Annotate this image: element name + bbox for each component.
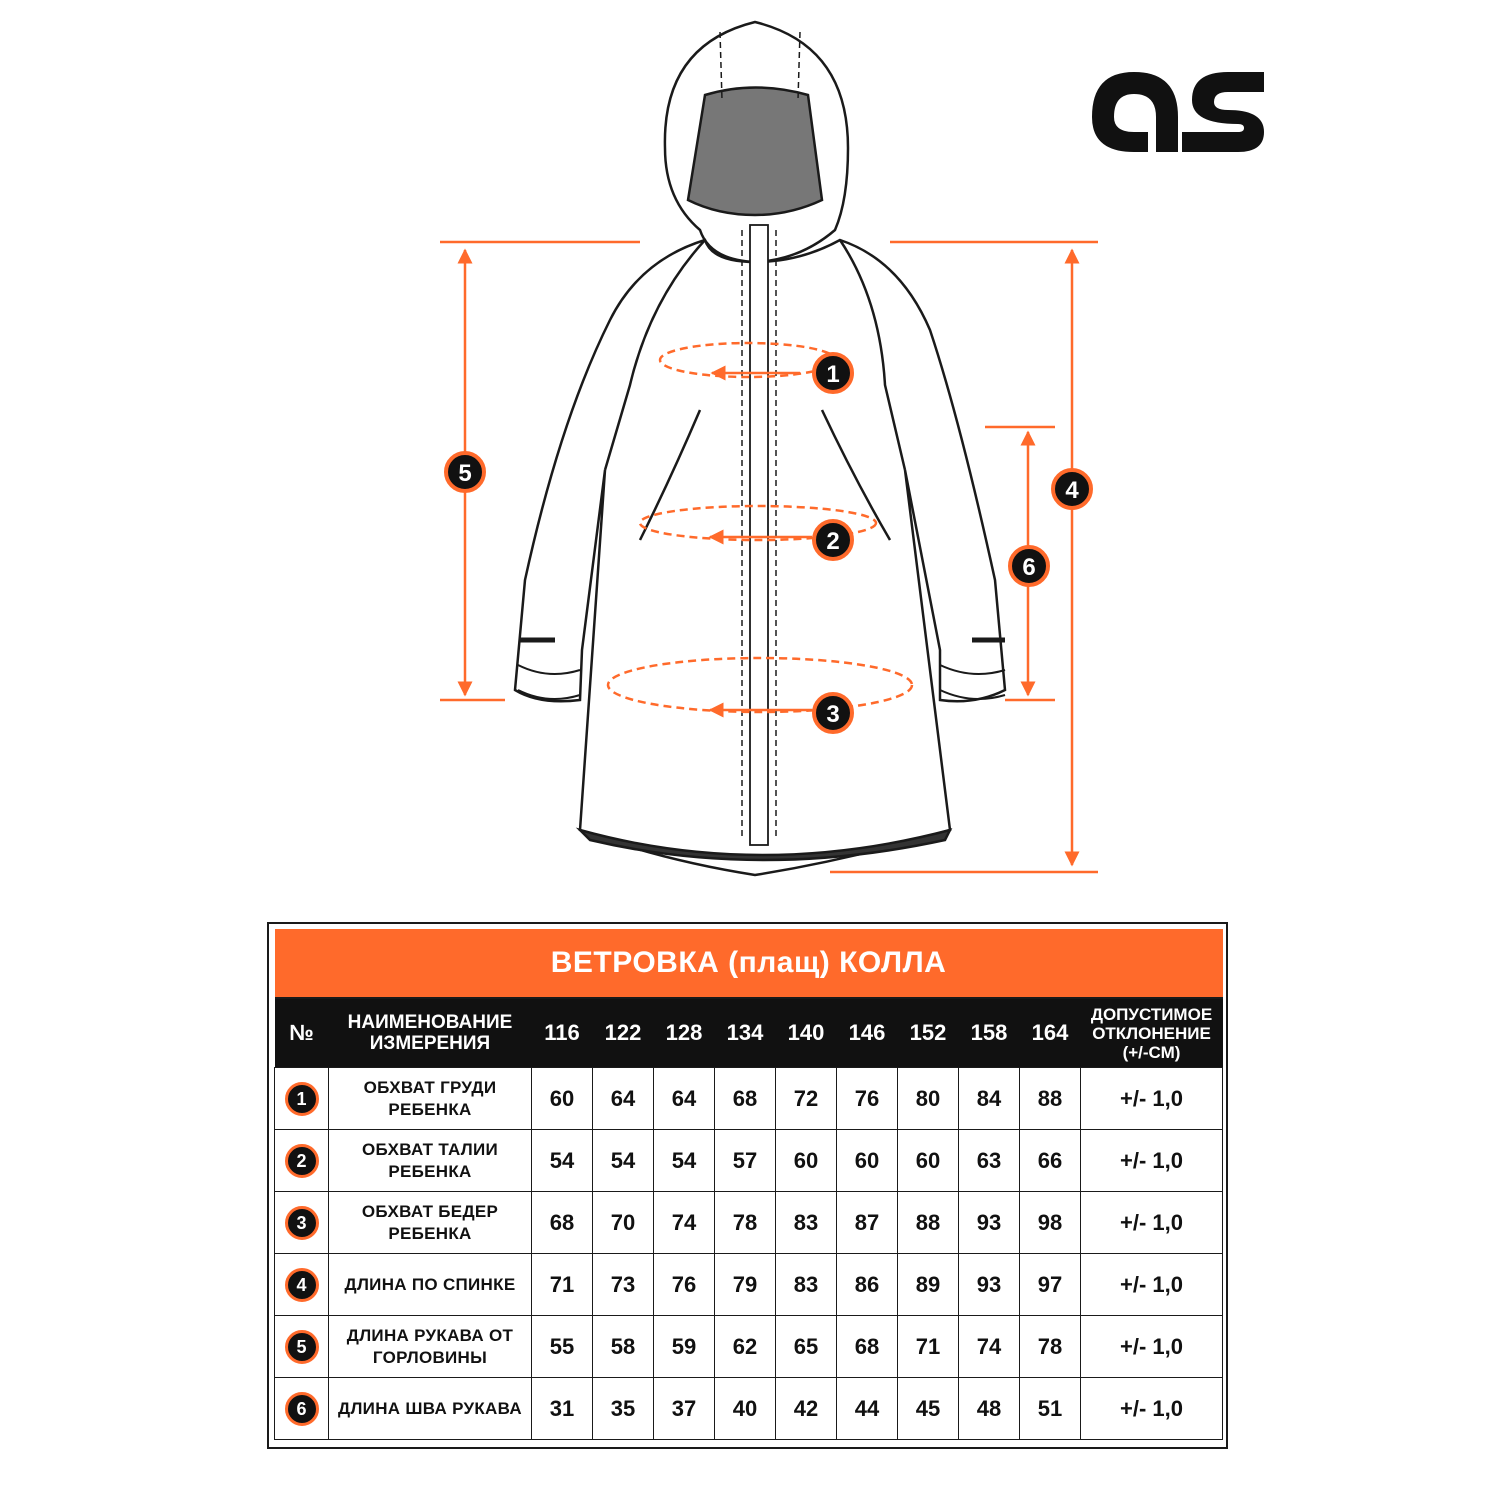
tolerance-cell: +/- 1,0 <box>1081 1130 1223 1192</box>
size-value-cell: 64 <box>654 1068 715 1130</box>
marker-1-label: 1 <box>826 361 840 388</box>
size-value-cell: 60 <box>898 1130 959 1192</box>
size-value-cell: 97 <box>1020 1254 1081 1316</box>
size-value-cell: 48 <box>959 1378 1020 1440</box>
size-value-cell: 58 <box>593 1316 654 1378</box>
measurement-name <box>329 1378 532 1440</box>
measurement-name <box>329 1254 532 1316</box>
header-size: 140 <box>776 998 837 1068</box>
marker-3 <box>814 694 852 732</box>
size-value-cell: 79 <box>715 1254 776 1316</box>
header-tolerance-line1: ДОПУСТИМОЕ <box>1090 1004 1213 1024</box>
row-number-badge: 1 <box>285 1082 319 1116</box>
size-value-cell: 68 <box>532 1192 593 1254</box>
row-number-cell <box>275 1316 329 1378</box>
size-value-cell: 68 <box>837 1316 898 1378</box>
header-size: 128 <box>654 998 715 1068</box>
marker-2 <box>814 521 852 559</box>
measurement-name-line1: ОБХВАТ ТАЛИИ <box>361 1139 499 1159</box>
size-value-cell: 31 <box>532 1378 593 1440</box>
size-value-cell: 71 <box>898 1316 959 1378</box>
header-size: 164 <box>1020 998 1081 1068</box>
table-row <box>275 1068 1223 1130</box>
size-value-cell: 88 <box>898 1192 959 1254</box>
marker-6 <box>1010 547 1048 585</box>
row-number-cell <box>275 1378 329 1440</box>
size-value-cell: 42 <box>776 1378 837 1440</box>
tolerance-cell: +/- 1,0 <box>1081 1378 1223 1440</box>
size-value-cell: 83 <box>776 1254 837 1316</box>
table-row <box>275 1254 1223 1316</box>
size-value-cell: 72 <box>776 1068 837 1130</box>
size-value-cell: 40 <box>715 1378 776 1440</box>
size-value-cell: 78 <box>715 1192 776 1254</box>
table-header-row <box>275 998 1223 1068</box>
size-value-cell: 55 <box>532 1316 593 1378</box>
size-value-cell: 71 <box>532 1254 593 1316</box>
header-size: 116 <box>532 998 593 1068</box>
header-name <box>329 998 532 1068</box>
row-number-cell <box>275 1130 329 1192</box>
row-number-badge: 2 <box>285 1144 319 1178</box>
measurement-name <box>329 1130 532 1192</box>
size-value-cell: 89 <box>898 1254 959 1316</box>
header-size: 134 <box>715 998 776 1068</box>
header-tolerance-line2: ОТКЛОНЕНИЕ <box>1092 1023 1211 1043</box>
size-value-cell: 60 <box>837 1130 898 1192</box>
size-value-cell: 93 <box>959 1254 1020 1316</box>
row-number-badge: 4 <box>285 1268 319 1302</box>
marker-4 <box>1053 470 1091 508</box>
marker-4-label: 4 <box>1065 477 1079 504</box>
header-size: 152 <box>898 998 959 1068</box>
size-value-cell: 64 <box>593 1068 654 1130</box>
size-value-cell: 87 <box>837 1192 898 1254</box>
header-name-line1: НАИМЕНОВАНИЕ <box>347 1012 513 1033</box>
size-value-cell: 88 <box>1020 1068 1081 1130</box>
header-tolerance-line3: (+/-СМ) <box>1122 1042 1181 1062</box>
measurement-name-line1: ДЛИНА ШВА РУКАВА <box>338 1398 522 1418</box>
size-value-cell: 54 <box>593 1130 654 1192</box>
marker-3-label: 3 <box>826 701 840 728</box>
size-value-cell: 68 <box>715 1068 776 1130</box>
marker-1 <box>814 354 852 392</box>
size-value-cell: 76 <box>837 1068 898 1130</box>
size-value-cell: 76 <box>654 1254 715 1316</box>
size-value-cell: 80 <box>898 1068 959 1130</box>
header-name-line2: ИЗМЕРЕНИЯ <box>369 1033 491 1054</box>
marker-2-label: 2 <box>826 528 840 555</box>
measurement-name <box>329 1068 532 1130</box>
measurement-name <box>329 1316 532 1378</box>
size-value-cell: 65 <box>776 1316 837 1378</box>
size-value-cell: 57 <box>715 1130 776 1192</box>
tolerance-cell: +/- 1,0 <box>1081 1068 1223 1130</box>
size-value-cell: 63 <box>959 1130 1020 1192</box>
header-size: 122 <box>593 998 654 1068</box>
measurement-name-line2: РЕБЕНКА <box>388 1099 472 1119</box>
size-table <box>274 929 1223 1440</box>
measurement-name <box>329 1192 532 1254</box>
tolerance-cell: +/- 1,0 <box>1081 1254 1223 1316</box>
size-value-cell: 54 <box>532 1130 593 1192</box>
table-row <box>275 1192 1223 1254</box>
measurement-name-line2: РЕБЕНКА <box>388 1161 472 1181</box>
table-row <box>275 1316 1223 1378</box>
size-value-cell: 84 <box>959 1068 1020 1130</box>
measurement-name-line1: ДЛИНА РУКАВА ОТ <box>346 1325 514 1345</box>
size-value-cell: 59 <box>654 1316 715 1378</box>
size-value-cell: 98 <box>1020 1192 1081 1254</box>
marker-6-label: 6 <box>1022 554 1036 581</box>
measurement-name-line1: ОБХВАТ ГРУДИ <box>363 1077 497 1097</box>
tolerance-cell: +/- 1,0 <box>1081 1316 1223 1378</box>
size-value-cell: 78 <box>1020 1316 1081 1378</box>
row-number-cell <box>275 1068 329 1130</box>
size-value-cell: 73 <box>593 1254 654 1316</box>
table-row <box>275 1130 1223 1192</box>
header-size: 146 <box>837 998 898 1068</box>
size-value-cell: 60 <box>776 1130 837 1192</box>
tolerance-cell: +/- 1,0 <box>1081 1192 1223 1254</box>
row-number-badge: 6 <box>285 1392 319 1426</box>
size-value-cell: 35 <box>593 1378 654 1440</box>
marker-5-label: 5 <box>458 460 472 487</box>
size-value-cell: 44 <box>837 1378 898 1440</box>
size-value-cell: 51 <box>1020 1378 1081 1440</box>
measurement-name-line1: ОБХВАТ БЕДЕР <box>361 1201 499 1221</box>
size-value-cell: 45 <box>898 1378 959 1440</box>
size-value-cell: 74 <box>959 1316 1020 1378</box>
size-value-cell: 37 <box>654 1378 715 1440</box>
jacket-outline <box>515 22 1005 875</box>
size-value-cell: 54 <box>654 1130 715 1192</box>
size-value-cell: 74 <box>654 1192 715 1254</box>
measurement-name-line1: ДЛИНА ПО СПИНКЕ <box>344 1274 516 1294</box>
table-body <box>275 1068 1223 1440</box>
size-value-cell: 86 <box>837 1254 898 1316</box>
size-value-cell: 93 <box>959 1192 1020 1254</box>
header-number: № <box>275 998 329 1068</box>
table-title: ВЕТРОВКА (плащ) КОЛЛА <box>275 929 1223 998</box>
row-number-badge: 5 <box>285 1330 319 1364</box>
size-value-cell: 60 <box>532 1068 593 1130</box>
row-number-cell <box>275 1254 329 1316</box>
size-value-cell: 83 <box>776 1192 837 1254</box>
size-value-cell: 70 <box>593 1192 654 1254</box>
measurement-name-line2: РЕБЕНКА <box>388 1223 472 1243</box>
table-row <box>275 1378 1223 1440</box>
header-tolerance <box>1081 998 1223 1068</box>
row-number-cell <box>275 1192 329 1254</box>
marker-5 <box>446 453 484 491</box>
measurement-name-line2: ГОРЛОВИНЫ <box>372 1347 488 1367</box>
size-value-cell: 62 <box>715 1316 776 1378</box>
row-number-badge: 3 <box>285 1206 319 1240</box>
header-size: 158 <box>959 998 1020 1068</box>
size-value-cell: 66 <box>1020 1130 1081 1192</box>
